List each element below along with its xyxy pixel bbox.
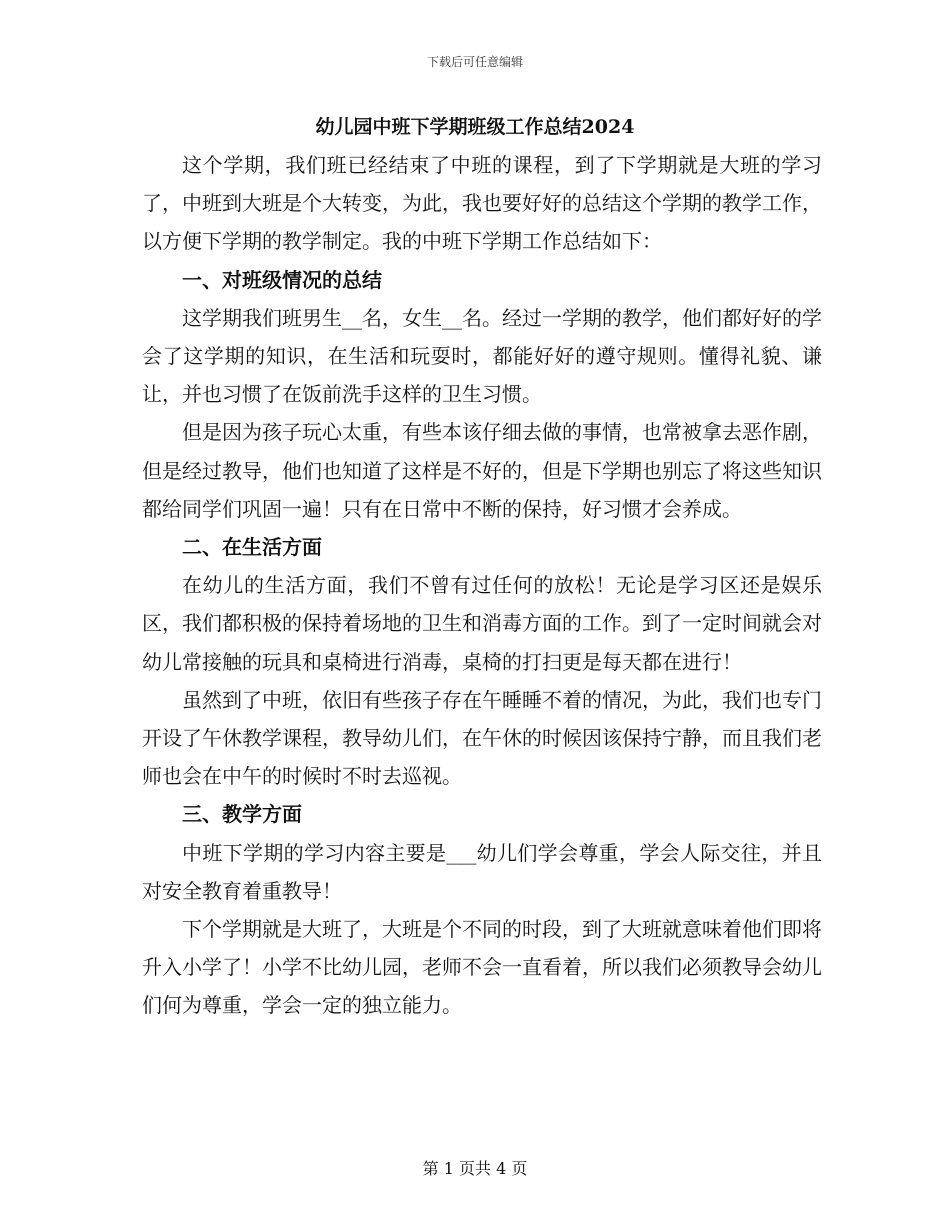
section-heading-daily-life: 二、在生活方面 xyxy=(182,535,322,560)
intro-paragraph: 这个学期，我们班已经结束了中班的课程，到了下学期就是大班的学习了，中班到大班是个大转变，为此，我也要好好的总结这个学期的教学工作，以方便下学期的教学制定。我的中班下学期工作总结如下： xyxy=(142,153,822,254)
body-paragraph: 这学期我们班男生__名，女生__名。经过一学期的教学，他们都好好的学会了这学期的知识，在生活和玩耍时，都能好好的遵守规则。懂得礼貌、谦让，并也习惯了在饭前洗手这样的卫生习惯。 xyxy=(142,305,822,407)
body-paragraph: 中班下学期的学习内容主要是___幼儿们学会尊重，学会人际交往，并且对安全教育着重教导！ xyxy=(142,840,822,903)
page-number: 第 1 页共 4 页 xyxy=(422,1159,528,1178)
body-paragraph: 但是因为孩子玩心太重，有些本该仔细去做的事情，也常被拿去恶作剧，但是经过教导，他们也知道了这样是不好的，但是下学期也别忘了将这些知识都给同学们巩固一遍！只有在日常中不断的保持，好习惯才会养成。 xyxy=(142,420,822,521)
section-heading-teaching: 三、教学方面 xyxy=(182,802,302,827)
document-title: 幼儿园中班下学期班级工作总结2024 xyxy=(315,116,635,138)
body-paragraph: 在幼儿的生活方面，我们不曾有过任何的放松！无论是学习区还是娱乐区，我们都积极的保持着场地的卫生和消毒方面的工作。到了一定时间就会对幼儿常接触的玩具和桌椅进行消毒，桌椅的打扫更是每天都在进行！ xyxy=(142,573,822,674)
section-heading-class-summary: 一、对班级情况的总结 xyxy=(182,267,382,292)
document-body xyxy=(142,146,822,1025)
header-note: 下载后可任意编辑 xyxy=(426,55,523,69)
body-paragraph: 虽然到了中班，依旧有些孩子存在午睡睡不着的情况，为此，我们也专门开设了午休教学课程，教导幼儿们，在午休的时候因该保持宁静，而且我们老师也会在中午的时候时不时去巡视。 xyxy=(142,687,822,789)
body-paragraph: 下个学期就是大班了，大班是个不同的时段，到了大班就意味着他们即将升入小学了！小学不比幼儿园，老师不会一直看着，所以我们必须教导会幼儿们何为尊重，学会一定的独立能力。 xyxy=(142,917,822,1018)
